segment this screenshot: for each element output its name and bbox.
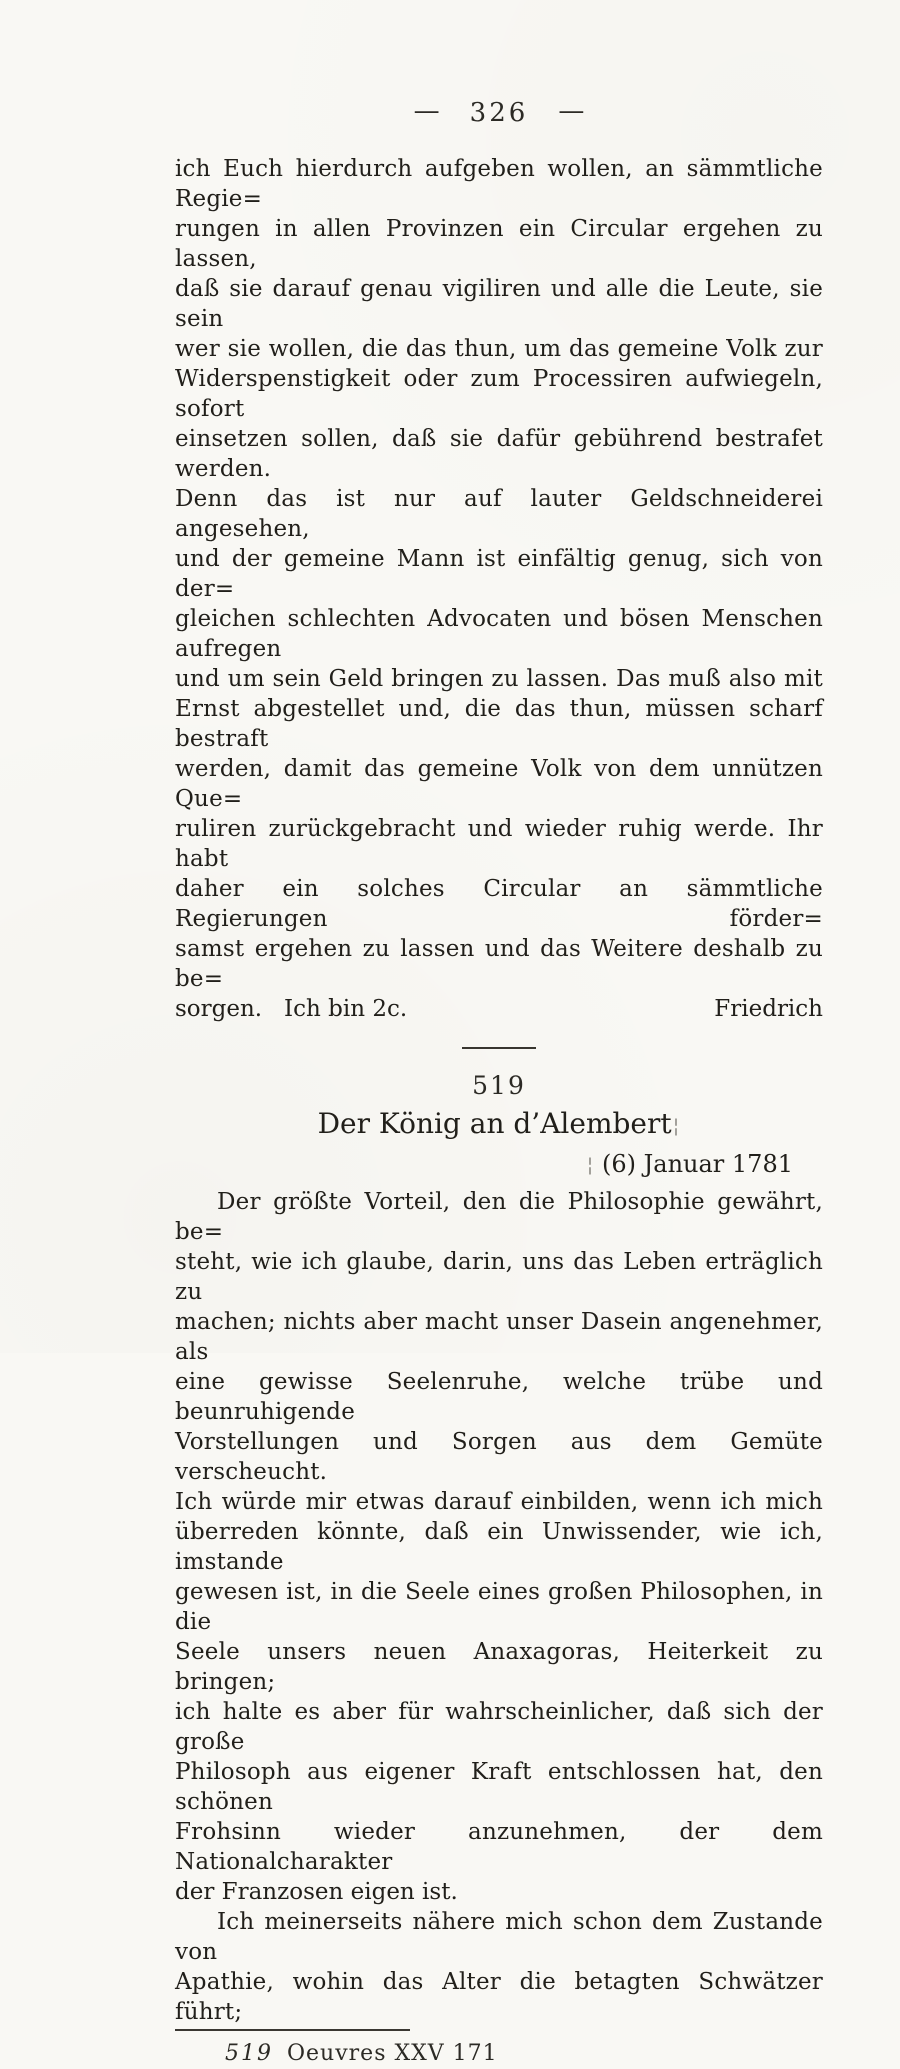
- text-line: Frohsinn wieder anzunehmen, der dem Nationalcharakter: [175, 1819, 823, 1875]
- letter-continuation-text: [175, 154, 823, 994]
- section-divider-rule: [462, 1047, 536, 1049]
- page-number: 326: [469, 98, 529, 128]
- text-line: samst ergehen zu lassen und das Weitere deshalb zu be=: [175, 936, 823, 992]
- header-left-dash: —: [413, 96, 440, 126]
- text-line: steht, wie ich glaube, darin, uns das Leben erträglich zu: [175, 1249, 823, 1305]
- text-line: einsetzen sollen, daß sie dafür gebührend bestrafet werden.: [175, 426, 823, 482]
- footnote-rule: [175, 2029, 410, 2031]
- text-line: Der größte Vorteil, den die Philosophie gewährt, be=: [175, 1189, 823, 1245]
- text-line: Ernst abgestellet und, die das thun, müssen scharf bestraft: [175, 696, 823, 752]
- section-title-text: Der König an d’Alembert: [317, 1107, 672, 1140]
- scan-artifact-mark: ¦: [672, 1113, 680, 1137]
- text-line: Ich meinerseits nähere mich schon dem Zustande von: [175, 1909, 823, 1965]
- letter-519-paragraph-2: [175, 1907, 823, 2027]
- text-line: daher ein solches Circular an sämmtliche Regierungen förder=: [175, 876, 823, 932]
- section-number: 519: [472, 1071, 526, 1100]
- footnote-number: 519: [225, 2041, 273, 2066]
- closing-text: sorgen. Ich bin 2c.: [175, 996, 408, 1022]
- text-line: überreden könnte, daß ein Unwissender, wie ich, imstande: [175, 1519, 823, 1575]
- section-title: [175, 1106, 823, 1143]
- text-line: werden, damit das gemeine Volk von dem unnützen Que=: [175, 756, 823, 812]
- date-line: [175, 1149, 823, 1179]
- text-line: und um sein Geld bringen zu lassen. Das muß also mit: [175, 666, 823, 692]
- text-line: und der gemeine Mann ist einfältig genug, sich von der=: [175, 546, 823, 602]
- text-line: Widerspenstigkeit oder zum Processiren aufwiegeln, sofort: [175, 366, 823, 422]
- text-line: wer sie wollen, die das thun, um das gemeine Volk zur: [175, 336, 823, 362]
- text-line: machen; nichts aber macht unser Dasein angenehmer, als: [175, 1309, 823, 1365]
- text-line: Denn das ist nur auf lauter Geldschneiderei angesehen,: [175, 486, 823, 542]
- scan-artifact-mark: ¦: [586, 1152, 594, 1176]
- text-line: ruliren zurückgebracht und wieder ruhig werde. Ihr habt: [175, 816, 823, 872]
- letter-closing-row: [175, 994, 823, 1024]
- text-line: Ich würde mir etwas darauf einbilden, wenn ich mich: [175, 1489, 823, 1515]
- text-line: ich Euch hierdurch aufgeben wollen, an sämmtliche Regie=: [175, 156, 823, 212]
- text-line: Vorstellungen und Sorgen aus dem Gemüte verscheucht.: [175, 1429, 823, 1485]
- letter-519-paragraph-1: [175, 1187, 823, 1877]
- text-line: eine gewisse Seelenruhe, welche trübe und beunruhigende: [175, 1369, 823, 1425]
- letter-date: (6) Januar 1781: [602, 1150, 793, 1178]
- page-header: [175, 96, 823, 130]
- text-line: Philosoph aus eigener Kraft entschlossen hat, den schönen: [175, 1759, 823, 1815]
- footnote: [175, 2039, 823, 2069]
- text-line: ich halte es aber für wahrscheinlicher, daß sich der große: [175, 1699, 823, 1755]
- paragraph-last-line: der Franzosen eigen ist.: [175, 1879, 458, 1905]
- header-right-dash: —: [558, 96, 585, 126]
- text-column: [175, 96, 823, 2069]
- text-line: daß sie darauf genau vigiliren und alle die Leute, sie sein: [175, 276, 823, 332]
- text-line: rungen in allen Provinzen ein Circular ergehen zu lassen,: [175, 216, 823, 272]
- text-line: gleichen schlechten Advocaten und bösen Menschen aufregen: [175, 606, 823, 662]
- signature-friedrich: Friedrich: [714, 996, 823, 1022]
- section-divider: [175, 1034, 823, 1053]
- footnote-text: Oeuvres XXV 171: [287, 2041, 498, 2066]
- text-line: Seele unsers neuen Anaxagoras, Heiterkeit zu bringen;: [175, 1639, 823, 1695]
- text-line: Apathie, wohin das Alter die betagten Schwätzer führt;: [175, 1969, 823, 2025]
- text-line: gewesen ist, in die Seele eines großen Philosophen, in die: [175, 1579, 823, 1635]
